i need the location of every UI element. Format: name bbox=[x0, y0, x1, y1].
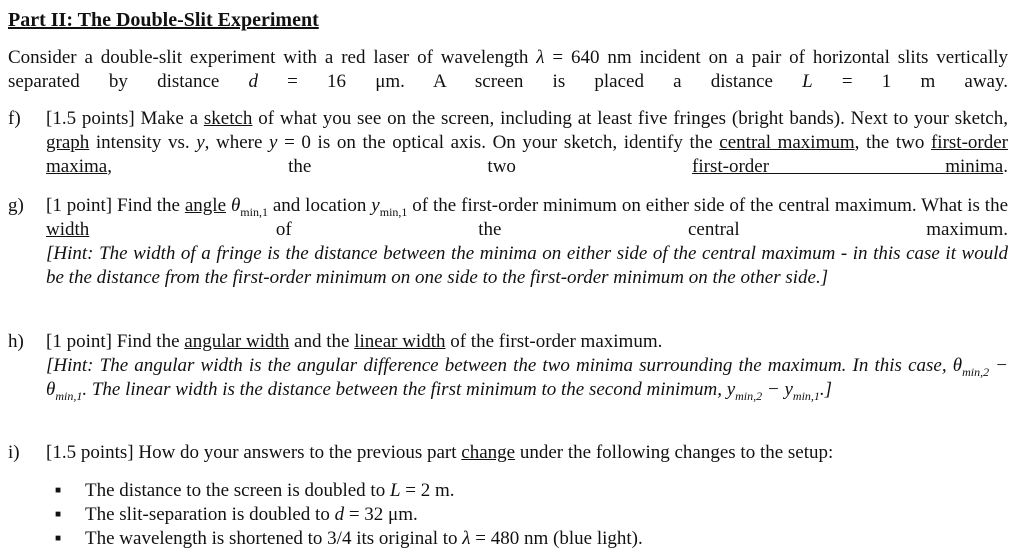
text: under the following changes to the setup: bbox=[515, 442, 834, 463]
question-text bbox=[46, 107, 1008, 179]
text: of the first-order maximum. bbox=[445, 331, 663, 352]
question-text bbox=[46, 330, 1008, 402]
text: [1.5 points] How do your answers to the previous part bbox=[46, 442, 462, 463]
text: [1 point] Find the bbox=[46, 331, 185, 352]
subscript: min,2 bbox=[735, 388, 763, 403]
text: [1 point] Find the bbox=[46, 195, 185, 216]
intro-paragraph bbox=[8, 46, 1008, 94]
list-item bbox=[8, 527, 1008, 551]
question-label: i) bbox=[8, 442, 20, 463]
text: . The linear width is the distance between the first minimum to the second minimum, bbox=[82, 379, 727, 400]
subscript: min,1 bbox=[240, 204, 268, 219]
hint-text: [Hint: The width of a fringe is the distance between the minima on either side of the central maximum - in this case it would be the distance from the first-order minimum on one side to the first-order minimum on the other side.] bbox=[46, 243, 1008, 288]
L-symbol: L bbox=[389, 480, 401, 501]
lambda-symbol: λ bbox=[462, 528, 471, 549]
lambda-symbol: λ bbox=[536, 47, 545, 68]
text: of what you see on the screen, including at least five fringes (bright bands). Next to your sketch, bbox=[252, 108, 1008, 129]
intro-text: Consider a double-slit experiment with a red laser of wavelength bbox=[8, 47, 537, 68]
text: .] bbox=[819, 379, 833, 400]
question-g bbox=[8, 194, 1008, 290]
question-f bbox=[8, 107, 1008, 179]
intro-text: = 16 μm. A screen is placed a distance bbox=[257, 71, 803, 92]
text: − bbox=[762, 379, 785, 400]
y-symbol: y bbox=[196, 132, 205, 153]
text: − bbox=[989, 355, 1009, 376]
text: , where bbox=[204, 132, 270, 153]
text: of the first-order minimum on either side of the central maximum. What is the bbox=[407, 195, 1009, 216]
text: The slit-separation is doubled to bbox=[85, 504, 335, 525]
subscript: min,1 bbox=[792, 388, 820, 403]
intro-text: = 1 m away. bbox=[812, 71, 1008, 92]
y-symbol: y bbox=[726, 379, 736, 400]
text: The wavelength is shortened to 3/4 its original to bbox=[85, 528, 463, 549]
list-item bbox=[8, 503, 1008, 527]
text: [Hint: The angular width is the angular difference between the two minima surrounding the maximum. In this case, bbox=[46, 355, 953, 376]
L-symbol: L bbox=[802, 71, 813, 92]
underlined-term: sketch bbox=[203, 108, 253, 129]
question-text bbox=[46, 441, 1008, 465]
underlined-term: change bbox=[461, 442, 516, 463]
text: , the two bbox=[107, 156, 693, 177]
question-h bbox=[8, 330, 1008, 402]
y-symbol: y bbox=[371, 195, 380, 216]
underlined-term: linear width bbox=[354, 331, 446, 352]
subscript: min,1 bbox=[379, 204, 408, 219]
text-block bbox=[46, 330, 1008, 354]
question-label: h) bbox=[8, 331, 24, 352]
y-symbol: y bbox=[784, 379, 793, 400]
underlined-term: central maximum bbox=[719, 132, 855, 153]
text: and the bbox=[289, 331, 355, 352]
d-symbol: d bbox=[334, 504, 345, 525]
underlined-term: angle bbox=[184, 195, 227, 216]
text: = 480 nm (blue light). bbox=[470, 528, 643, 549]
hint-text bbox=[46, 354, 1008, 402]
text: The distance to the screen is doubled to bbox=[85, 480, 390, 501]
text: = 2 m. bbox=[400, 480, 455, 501]
underlined-term: first-order minima bbox=[692, 156, 1004, 177]
subscript: min,2 bbox=[962, 364, 990, 379]
text: , the two bbox=[854, 132, 931, 153]
question-label: f) bbox=[8, 108, 21, 129]
intro-text: = 640 nm incident on a pair of horizontal slits vertically separated by distance bbox=[8, 47, 1009, 92]
underlined-term: graph bbox=[46, 132, 90, 153]
bullet-list bbox=[8, 479, 1008, 551]
text: and location bbox=[267, 195, 372, 216]
y-symbol: y bbox=[269, 132, 278, 153]
underlined-term: width bbox=[46, 219, 90, 240]
d-symbol: d bbox=[248, 71, 258, 92]
text: . bbox=[1003, 156, 1008, 177]
subscript: min,1 bbox=[55, 388, 83, 403]
text: of the central maximum. bbox=[89, 219, 1008, 240]
theta-symbol: θ bbox=[230, 195, 241, 216]
theta-symbol: θ bbox=[46, 379, 56, 400]
text: = 32 μm. bbox=[344, 504, 418, 525]
section-title: Part II: The Double-Slit Experiment bbox=[8, 9, 319, 31]
list-item bbox=[8, 479, 1008, 503]
text-block bbox=[46, 194, 1008, 242]
text: intensity vs. bbox=[89, 132, 197, 153]
text: [1.5 points] Make a bbox=[46, 108, 204, 129]
question-text bbox=[46, 194, 1008, 290]
question-label: g) bbox=[8, 195, 24, 216]
underlined-term: angular width bbox=[184, 331, 290, 352]
underlined-term: first-order maxima bbox=[46, 132, 1008, 177]
question-i bbox=[8, 441, 1008, 465]
text: = 0 is on the optical axis. On your sketch, identify the bbox=[277, 132, 720, 153]
theta-symbol: θ bbox=[952, 355, 963, 376]
